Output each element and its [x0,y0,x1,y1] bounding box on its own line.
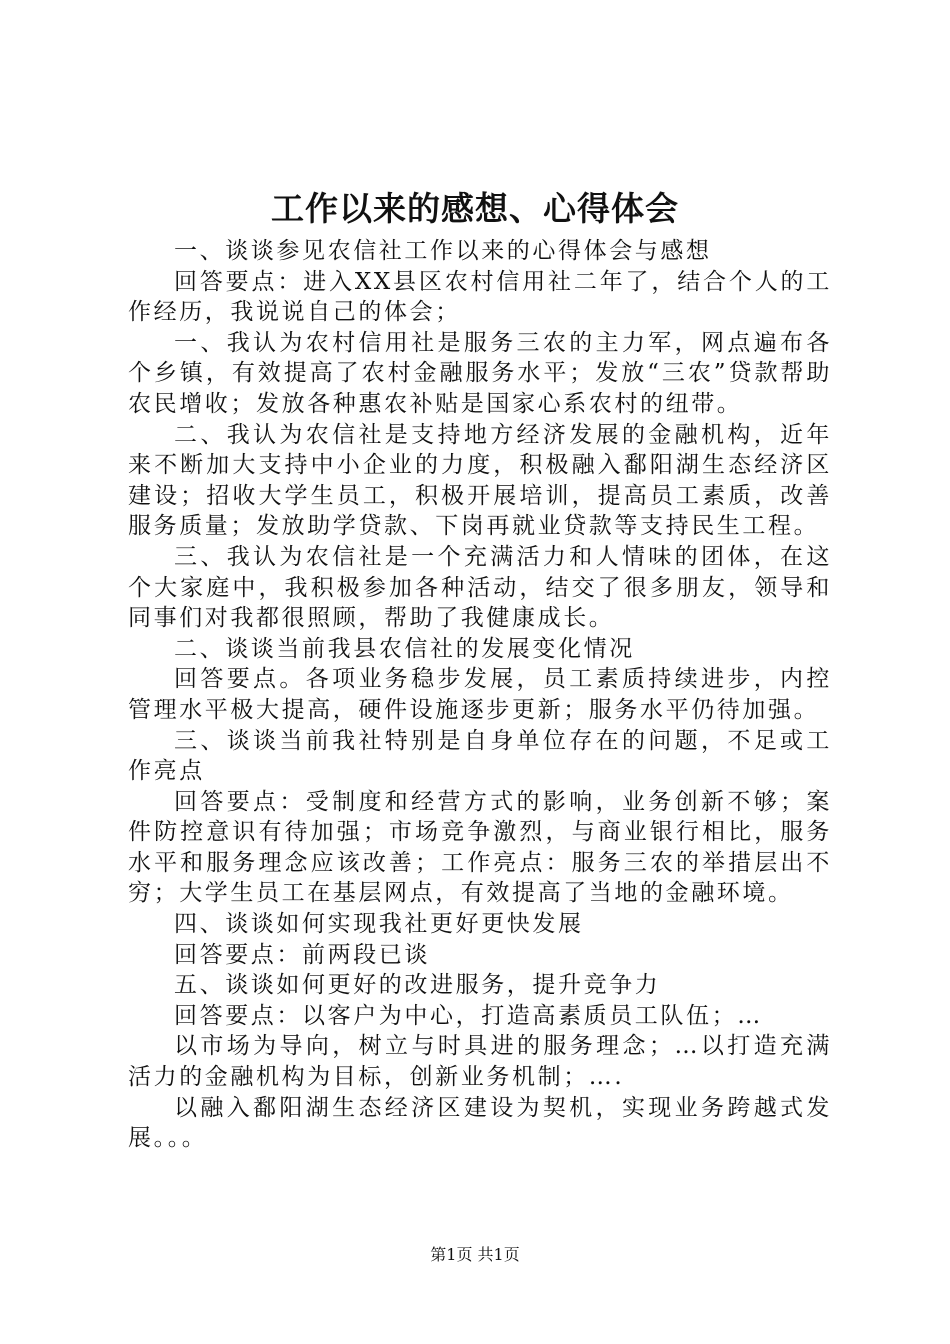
paragraph: 回答要点：进入XX县区农村信用社二年了，结合个人的工作经历，我说说自己的体会； [128,268,832,326]
paragraph: 以市场为导向，树立与时具进的服务理念；…以打造充满活力的金融机构为目标，创新业务机制；…. [128,1033,832,1091]
paragraph: 二、谈谈当前我县农信社的发展变化情况 [174,635,635,662]
paragraph: 一、谈谈参见农信社工作以来的心得体会与感想 [174,238,712,264]
document-title: 工作以来的感想、心得体会 [271,189,679,228]
paragraph: 三、我认为农信社是一个充满活力和人情味的团体，在这个大家庭中，我积极参加各种活动，结交了很多朋友，领导和同事们对我都很照顾，帮助了我健康成长。 [128,543,832,632]
paragraph: 回答要点：受制度和经营方式的影响，业务创新不够；案件防控意识有待加强；市场竞争激烈，与商业银行相比，服务水平和服务理念应该改善；工作亮点：服务三农的举措层出不穷；大学生员工在基层网点，有效提高了当地的金融环境。 [128,788,832,907]
paragraph: 三、谈谈当前我社特别是自身单位存在的问题，不足或工作亮点 [128,727,832,785]
paragraph: 回答要点。各项业务稳步发展，员工素质持续进步，内控管理水平极大提高，硬件设施逐步更新；服务水平仍待加强。 [128,666,832,723]
paragraph: 以融入鄱阳湖生态经济区建设为契机，实现业务跨越式发展。。。 [128,1094,832,1152]
paragraph: 回答要点：前两段已谈 [174,941,430,968]
paragraph: 回答要点：以客户为中心，打造高素质员工队伍；… [174,1002,763,1029]
document-body [128,236,832,1154]
paragraph: 二、我认为农信社是支持地方经济发展的金融机构，近年来不断加大支持中小企业的力度，积极融入鄱阳湖生态经济区建设；招收大学生员工，积极开展培训，提高员工素质，改善服务质量；发放助学贷款、下岗再就业贷款等支持民生工程。 [128,421,832,540]
paragraph: 一、我认为农村信用社是服务三农的主力军，网点遍布各个乡镇，有效提高了农村金融服务水平；发放“三农”贷款帮助农民增收；发放各种惠农补贴是国家心系农村的纽带。 [128,329,832,417]
paragraph: 四、谈谈如何实现我社更好更快发展 [174,911,584,938]
page-footer: 第1页 共1页 [430,1245,520,1264]
paragraph: 五、谈谈如何更好的改进服务，提升竞争力 [174,972,661,999]
